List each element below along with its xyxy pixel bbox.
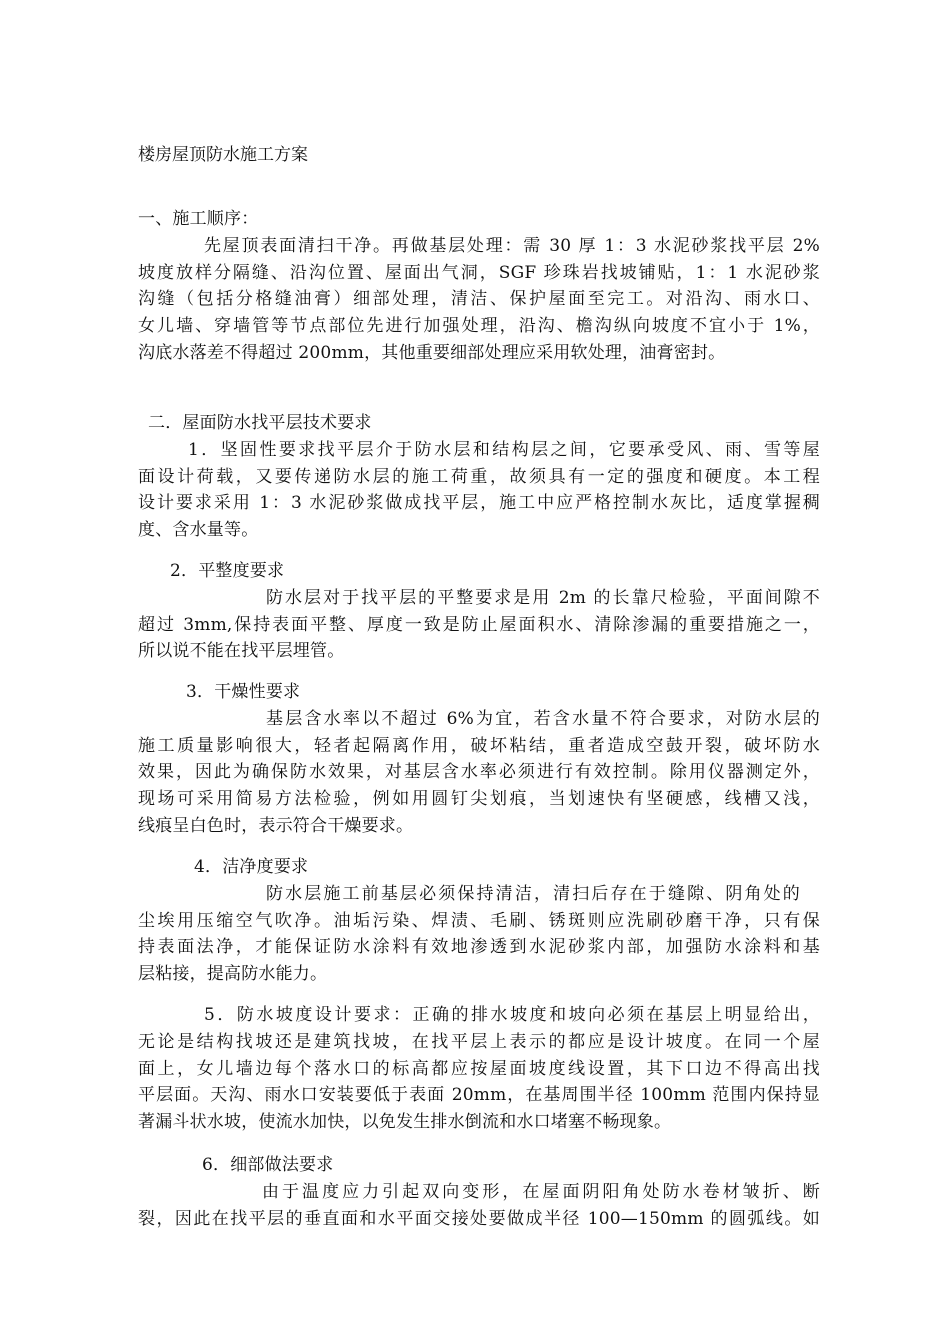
section-construction-sequence	[138, 206, 820, 367]
paragraph-line: 沟底水落差不得超过 200mm，其他重要细部处理应采用软处理，油膏密封。	[138, 342, 726, 363]
paragraph-line: 尘埃用压缩空气吹净。油垢污染、焊渍、毛刷、锈斑则应洗刷砂磨干净，只有保	[138, 910, 820, 931]
subsection-detail-practice	[138, 1152, 820, 1232]
paragraph-line: 面设计荷载，又要传递防水层的施工荷重，故须具有一定的强度和硬度。本工程	[138, 466, 820, 487]
paragraph-line: 无论是结构找坡还是建筑找坡，在找平层上表示的都应是设计坡度。在同一个屋	[138, 1031, 820, 1052]
subsection-heading: 3．干燥性要求	[186, 682, 301, 702]
document-title: 楼房屋顶防水施工方案	[138, 145, 308, 165]
paragraph-line: 施工质量影响很大，轻者起隔离作用，破坏粘结，重者造成空鼓开裂，破坏防水	[138, 735, 820, 756]
subsection-slope-design	[138, 1002, 820, 1136]
subsection-dryness	[138, 679, 820, 840]
paragraph-line: 所以说不能在找平层埋管。	[138, 641, 345, 662]
paragraph-line: 面上，女儿墙边每个落水口的标高都应按屋面坡度线设置，其下口边不得高出找	[138, 1058, 820, 1079]
paragraph-line: 裂，因此在找平层的垂直面和水平面交接处要做成半径 100—150mm 的圆弧线。如	[138, 1208, 820, 1229]
paragraph-line: 坡度放样分隔缝、沿沟位置、屋面出气洞，SGF 珍珠岩找坡铺贴，1：1 水泥砂浆	[138, 262, 820, 283]
paragraph-line: 由于温度应力引起双向变形，在屋面阴阳角处防水卷材皱折、断	[262, 1181, 820, 1202]
subsection-heading: 6．细部做法要求	[202, 1155, 334, 1175]
subsection-heading: 2．平整度要求	[170, 561, 285, 581]
paragraph-line: 持表面法净，才能保证防水涂料有效地渗透到水泥砂浆内部，加强防水涂料和基	[138, 937, 820, 958]
paragraph-line: 1．坚固性要求找平层介于防水层和结构层之间，它要承受风、雨、雪等屋	[188, 439, 820, 460]
paragraph-line: 先屋顶表面清扫干净。再做基层处理：需 30 厚 1：3 水泥砂浆找平层 2%	[204, 235, 820, 256]
section-heading: 一、施工顺序：	[138, 209, 259, 229]
paragraph-line: 层粘接，提高防水能力。	[138, 964, 328, 985]
paragraph-line: 防水层对于找平层的平整要求是用 2m 的长靠尺检验，平面间隙不	[266, 587, 820, 608]
paragraph-line: 度、含水量等。	[138, 520, 259, 541]
paragraph-line: 著漏斗状水坡，使流水加快，以免发生排水倒流和水口堵塞不畅现象。	[138, 1112, 672, 1133]
section-leveling-layer-requirements	[138, 410, 820, 544]
paragraph-line: 防水层施工前基层必须保持清洁，清扫后存在于缝隙、阴角处的	[266, 883, 800, 904]
paragraph-line: 线痕呈白色时，表示符合干燥要求。	[138, 815, 414, 836]
paragraph-line: 效果，因此为确保防水效果，对基层含水率必须进行有效控制。除用仪器测定外，	[138, 762, 820, 783]
paragraph-line: 设计要求采用 1：3 水泥砂浆做成找平层，施工中应严格控制水灰比，适度掌握稠	[138, 493, 820, 514]
paragraph-line: 5．防水坡度设计要求：正确的排水坡度和坡向必须在基层上明显给出，	[204, 1005, 820, 1025]
paragraph-line: 现场可采用简易方法检验，例如用圆钉尖划痕，当划速快有坚硬感，线槽又浅，	[138, 789, 820, 810]
section-heading: 二．屋面防水找平层技术要求	[148, 413, 372, 433]
paragraph-line: 沟缝（包括分格缝油膏）细部处理，清洁、保护屋面至完工。对沿沟、雨水口、	[138, 289, 820, 310]
paragraph-line: 基层含水率以不超过 6%为宜，若含水量不符合要求，对防水层的	[266, 708, 820, 729]
subsection-heading: 4．洁净度要求	[194, 857, 309, 877]
subsection-flatness	[138, 558, 820, 665]
paragraph-line: 女儿墙、穿墙管等节点部位先进行加强处理，沿沟、檐沟纵向坡度不宜小于 1%，	[138, 316, 820, 337]
paragraph-line: 超过 3mm,保持表面平整、厚度一致是防止屋面积水、清除渗漏的重要措施之一，	[138, 614, 820, 635]
subsection-cleanliness	[138, 854, 820, 988]
paragraph-line: 平层面。天沟、雨水口安装要低于表面 20mm，在基周围半径 100mm 范围内保持显	[138, 1085, 820, 1106]
